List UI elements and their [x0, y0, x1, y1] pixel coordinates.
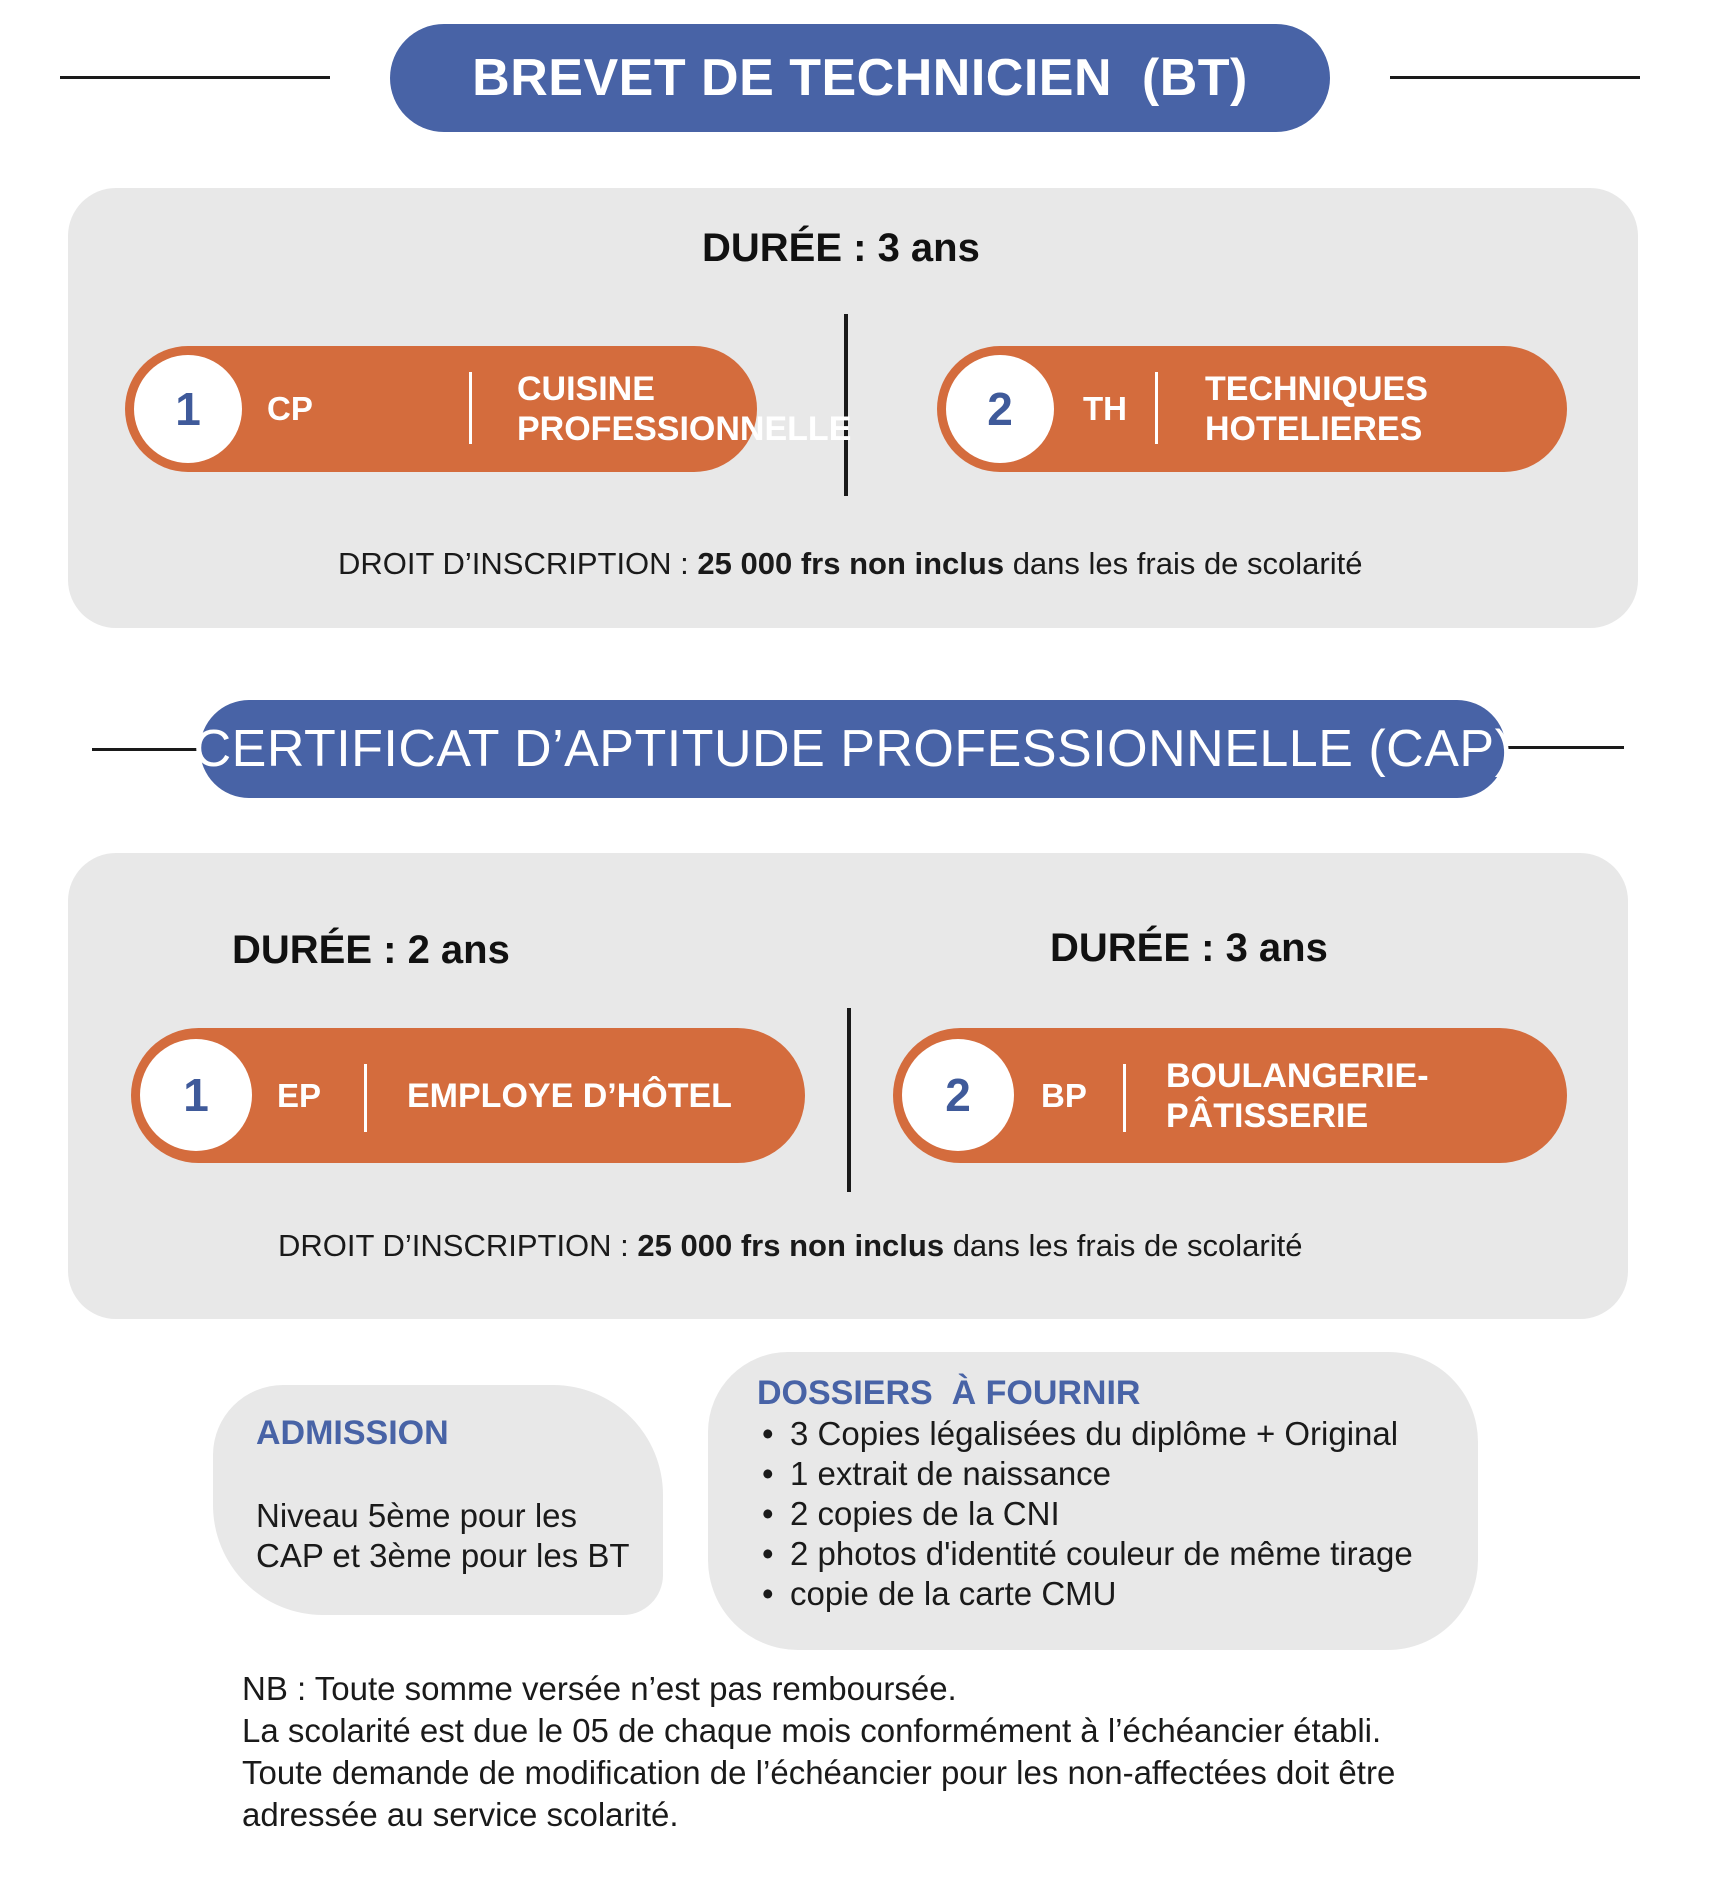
dossiers-list-item: • 2 photos d'identité couleur de même tirage: [762, 1534, 1413, 1574]
bt-title-banner: [390, 24, 1330, 132]
bt-droit-inscription: [338, 546, 1362, 582]
cap-droit-inscription: [278, 1228, 1302, 1264]
cap-program-code: EP: [277, 1076, 322, 1114]
bt-program-name: [1205, 346, 1428, 472]
dossiers-list-item: • copie de la carte CMU: [762, 1574, 1413, 1614]
bt-program-name-line1: TECHNIQUES: [1205, 370, 1428, 408]
dossiers-list-item: • 3 Copies légalisées du diplôme + Original: [762, 1414, 1413, 1454]
cap-droit-amount: 25 000 frs non inclus: [637, 1228, 945, 1263]
cap-title-banner: [193, 700, 1513, 798]
nb-note-line: NB : Toute somme versée n’est pas remboursée.: [242, 1670, 957, 1707]
bt-droit-prefix: DROIT D’INSCRIPTION :: [338, 546, 698, 581]
nb-note-line: Toute demande de modification de l’échéancier pour les non-affectées doit être: [242, 1754, 1396, 1791]
nb-note-line: La scolarité est due le 05 de chaque mois conformément à l’échéancier établi.: [242, 1712, 1382, 1749]
dossiers-title: DOSSIERS À FOURNIR: [757, 1374, 1141, 1412]
bt-program-name-line1: CUISINE: [517, 370, 655, 408]
cap-program-separator: [364, 1064, 367, 1132]
cap-divider: [847, 1008, 851, 1192]
bt-program-name: [517, 346, 851, 472]
cap-program-number: 2: [902, 1039, 1014, 1151]
dossiers-list-item: • 2 copies de la CNI: [762, 1494, 1413, 1534]
cap-program-number: 1: [140, 1039, 252, 1151]
cap-droit-suffix: dans les frais de scolarité: [944, 1228, 1303, 1263]
cap-program-separator: [1123, 1064, 1126, 1132]
cap-program-bp: [893, 1028, 1567, 1163]
bt-program-separator: [1155, 372, 1158, 444]
nb-note-line: adressée au service scolarité.: [242, 1796, 679, 1833]
bt-program-name-line2: HOTELIERES: [1205, 410, 1423, 448]
cap-program-name-line1: EMPLOYE D’HÔTEL: [407, 1076, 732, 1115]
bt-program-code: CP: [267, 390, 313, 427]
cap-program-name: [1166, 1028, 1429, 1163]
cap-rule-right: [1500, 746, 1624, 749]
cap-program-name-line1: BOULANGERIE-: [1166, 1056, 1429, 1095]
cap-duree-right: DURÉE : 3 ans: [1050, 926, 1328, 970]
bt-program-name-line2: PROFESSIONNELLE: [517, 410, 852, 448]
cap-program-name: [407, 1028, 732, 1163]
cap-duree-left: DURÉE : 2 ans: [232, 928, 510, 972]
cap-program-code: BP: [1041, 1076, 1087, 1114]
dossiers-list-item: • 1 extrait de naissance: [762, 1454, 1413, 1494]
bt-program-th: [937, 346, 1567, 472]
bt-rule-right: [1390, 76, 1640, 79]
bt-droit-amount: 25 000 frs non inclus: [697, 546, 1005, 581]
bt-program-number: 2: [946, 355, 1054, 463]
bt-droit-suffix: dans les frais de scolarité: [1004, 546, 1363, 581]
cap-program-name-line2: PÂTISSERIE: [1166, 1096, 1369, 1135]
bt-duree: DURÉE : 3 ans: [702, 226, 980, 270]
admission-text: [256, 1496, 630, 1576]
bt-program-separator: [469, 372, 472, 444]
admission-text-line1: Niveau 5ème pour les: [256, 1497, 578, 1534]
bt-program-cp: [125, 346, 852, 472]
bt-program-code: TH: [1083, 390, 1127, 427]
cap-program-ep: [131, 1028, 805, 1163]
dossiers-list: [762, 1414, 1413, 1614]
nb-note: [242, 1668, 1395, 1836]
admission-text-line2: CAP et 3ème pour les BT: [256, 1537, 630, 1574]
cap-title: CERTIFICAT D’APTITUDE PROFESSIONNELLE (CAP): [193, 720, 1513, 778]
admission-title: ADMISSION: [256, 1414, 449, 1452]
bt-program-number: 1: [134, 355, 242, 463]
cap-droit-prefix: DROIT D’INSCRIPTION :: [278, 1228, 638, 1263]
bt-title: BREVET DE TECHNICIEN (BT): [472, 49, 1248, 107]
bt-rule-left: [60, 76, 330, 79]
